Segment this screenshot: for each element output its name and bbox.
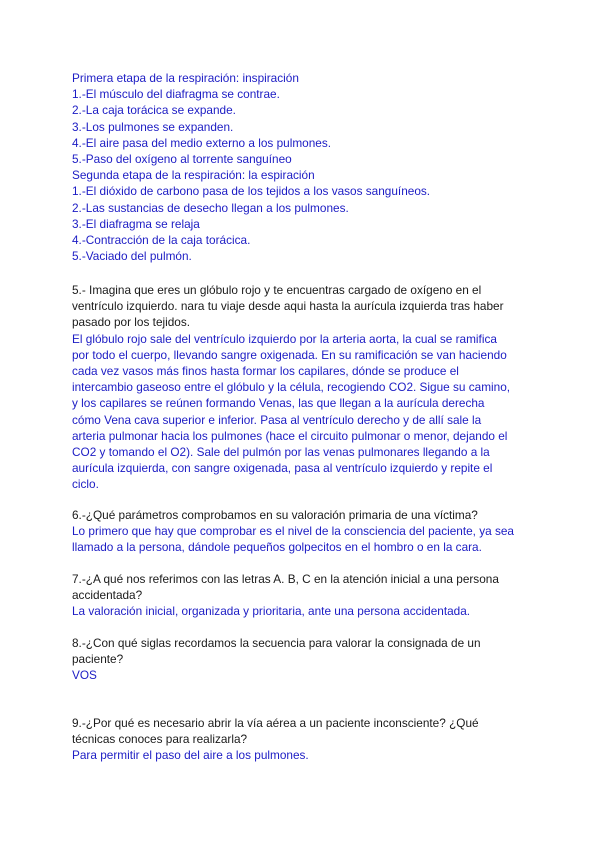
q5-answer-line: intercambio gaseoso entre el glóbulo y la célula, recogiendo CO2. Sigue su camino, (72, 380, 511, 395)
q7-question-line: accidentada? (72, 588, 143, 603)
q5-answer-line: aurícula izquierda, con sangre oxigenada, pasa al ventrículo izquierdo y repite el (72, 461, 493, 476)
question-5 (72, 282, 540, 493)
expiration-step-2: 2.-Las sustancias de desecho llegan a los pulmones. (72, 200, 349, 215)
expiration-step-5: 5.-Vaciado del pulmón. (72, 249, 192, 264)
q6-answer-line: llamado a la persona, dándole pequeños golpecitos en el hombro o en la cara. (72, 540, 482, 555)
q8-question-line: 8.-¿Con qué siglas recordamos la secuencia para valorar la consignada de un (72, 636, 481, 650)
q5-question-line: 5.- Imagina que eres un glóbulo rojo y te encuentras cargado de oxígeno en el (72, 283, 482, 297)
q9-answer-line: Para permitir el paso del aire a los pulmones. (72, 748, 309, 763)
q5-answer-line: cada vez vasos más finos hasta formar los capilares, dónde se produce el (72, 364, 459, 379)
inspiration-step-1: 1.-El músculo del diafragma se contrae. (72, 87, 280, 102)
q5-answer-line: y los capilares se reúnen formando Venas, las que llegan a la aurícula derecha (72, 396, 485, 411)
expiration-step-3: 3.-El diafragma se relaja (72, 216, 200, 231)
inspiration-step-3: 3.-Los pulmones se expanden. (72, 119, 234, 134)
q7-question-line: 7.-¿A qué nos referimos con las letras A. B, C en la atención inicial a una persona (72, 572, 499, 586)
q5-answer-line: ciclo. (72, 477, 99, 492)
q5-question-line: pasado por los tejidos. (72, 315, 191, 330)
inspiration-step-5: 5.-Paso del oxígeno al torrente sanguíneo (72, 152, 292, 167)
q8-question-line: paciente? (72, 652, 124, 667)
expiration-title: Segunda etapa de la respiración: la espiración (72, 168, 315, 183)
inspiration-step-2: 2.-La caja torácica se expande. (72, 103, 236, 118)
q9-question-line: 9.-¿Por qué es necesario abrir la vía aérea a un paciente inconsciente? ¿Qué (72, 716, 479, 730)
q6-answer-line: Lo primero que hay que comprobar es el nivel de la consciencia del paciente, ya sea (72, 524, 514, 539)
inspiration-title: Primera etapa de la respiración: inspiración (72, 71, 299, 85)
q5-answer-line: CO2 y tomando el O2). Sale del pulmón por las venas pulmonares llegando a la (72, 445, 490, 460)
q8-answer-line: VOS (72, 668, 97, 683)
q6-question-line: 6.-¿Qué parámetros comprobamos en su valoración primaria de una víctima? (72, 508, 478, 522)
q5-answer-line: arteria pulmonar hacia los pulmones (hace el circuito pulmonar o menor, dejando el (72, 428, 508, 443)
question-7 (72, 571, 540, 620)
q5-answer-line: cómo Vena cava superior e inferior. Pasa al ventrículo derecho y de allí sale la (72, 412, 482, 427)
q9-question-line: técnicas conoces para realizarla? (72, 732, 248, 747)
respiration-stages (72, 70, 540, 264)
question-8 (72, 635, 540, 684)
inspiration-step-4: 4.-El aire pasa del medio externo a los pulmones. (72, 135, 332, 150)
expiration-step-4: 4.-Contracción de la caja torácica. (72, 233, 251, 248)
expiration-step-1: 1.-El dióxido de carbono pasa de los tejidos a los vasos sanguíneos. (72, 184, 431, 199)
q5-answer-line: El glóbulo rojo sale del ventrículo izquierdo por la arteria aorta, la cual se ramifica (72, 331, 497, 346)
q5-answer-line: por todo el cuerpo, llevando sangre oxigenada. En su ramificación se van haciendo (72, 347, 507, 362)
question-9 (72, 715, 540, 764)
q7-answer-line: La valoración inicial, organizada y prioritaria, ante una persona accidentada. (72, 604, 471, 619)
question-6 (72, 507, 540, 556)
q5-question-line: ventrículo izquierdo. nara tu viaje desde aqui hasta la aurícula izquierda tras haber (72, 299, 504, 314)
